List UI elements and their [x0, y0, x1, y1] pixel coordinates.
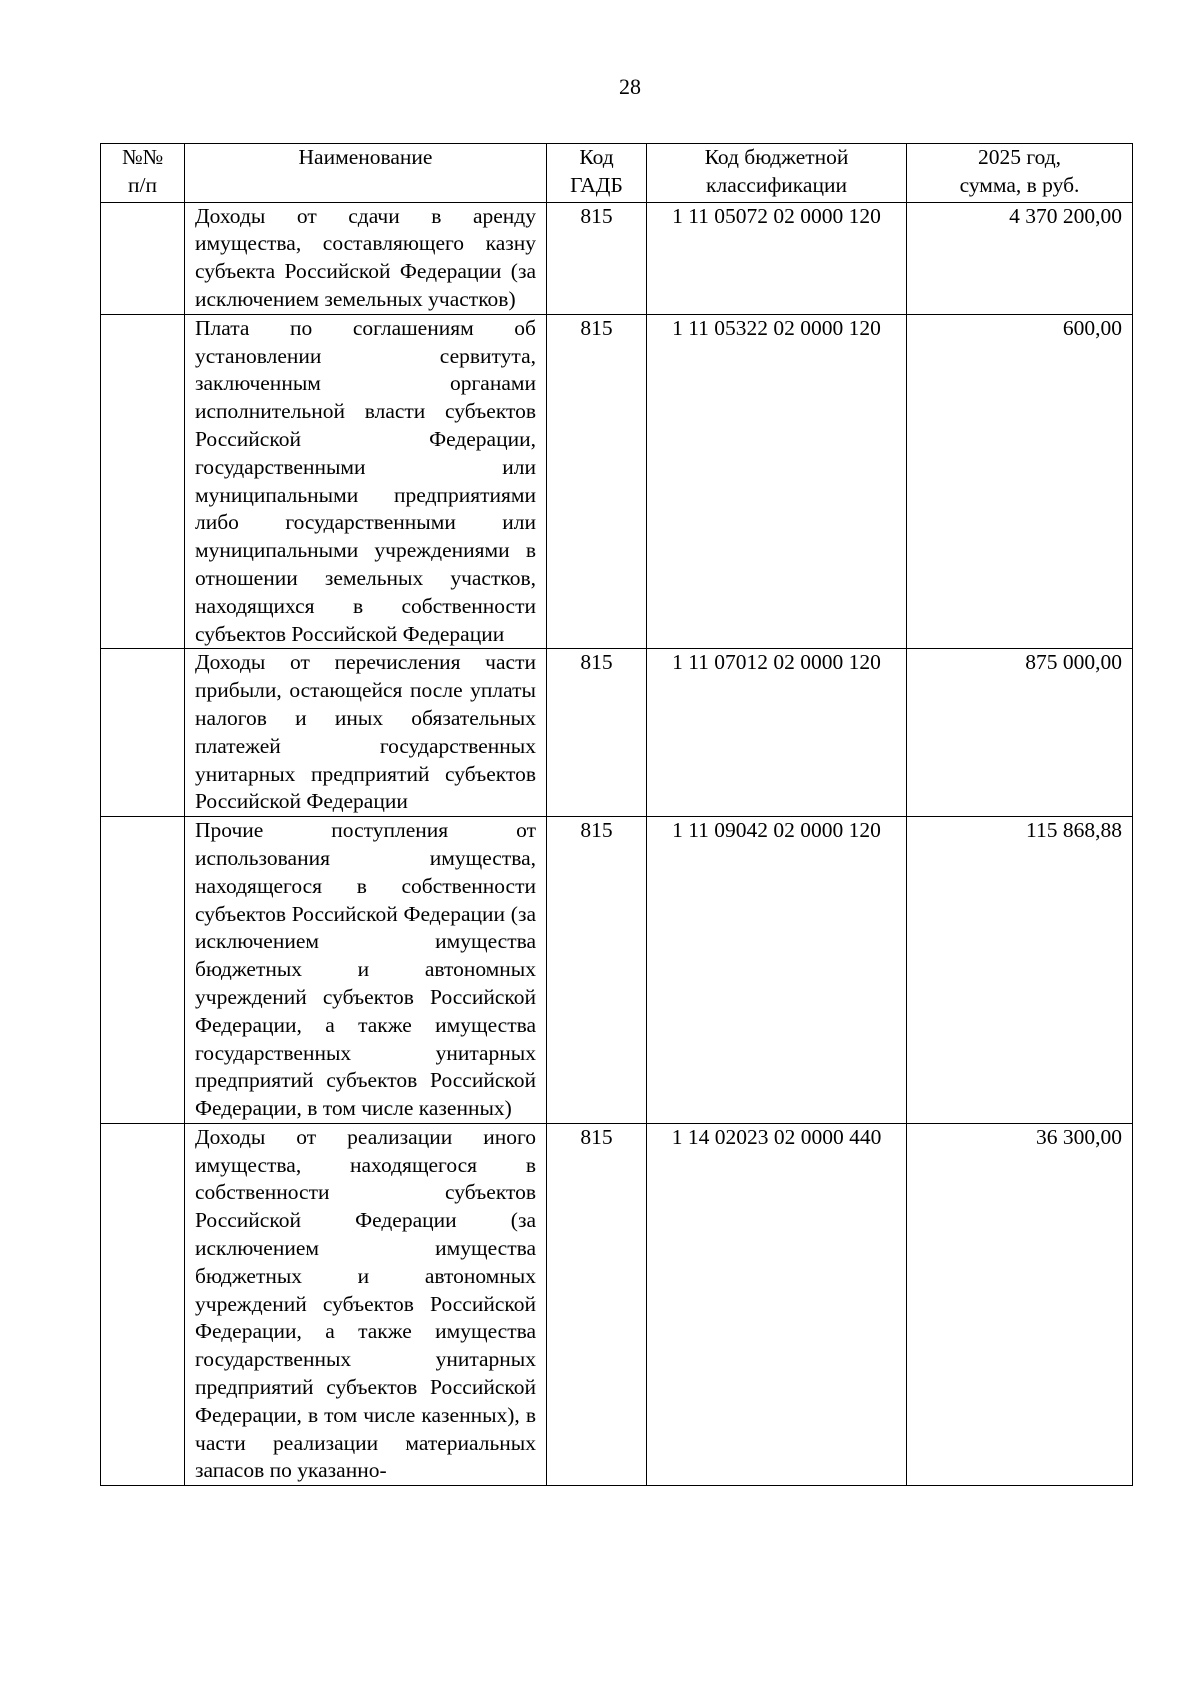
- cell-sum: 4 370 200,00: [907, 202, 1133, 314]
- cell-num: [101, 817, 185, 1124]
- cell-name: Плата по соглашениям об установлении сервитута, заключенным органами исполнительной власти субъектов Российской Федерации, государственными или муниципальными предприятиями либо государственными или муниципальными учреждениями в отношении земельных участков, находящихся в собственности субъектов Российской Федерации: [185, 314, 547, 649]
- table-row: [101, 314, 1133, 649]
- header-kbk-line-2: классификации: [706, 172, 847, 197]
- cell-sum: 600,00: [907, 314, 1133, 649]
- header-name: [185, 144, 547, 203]
- header-gadb-line-1: Код: [579, 145, 614, 169]
- cell-gadb: 815: [547, 817, 647, 1124]
- header-kbk-line-1: Код бюджетной: [704, 145, 849, 169]
- header-num-line-1: №№: [121, 145, 164, 169]
- cell-name: Доходы от сдачи в аренду имущества, составляющего казну субъекта Российской Федерации (за исключением земельных участков): [185, 202, 547, 314]
- cell-kbk: 1 11 07012 02 0000 120: [647, 649, 907, 817]
- header-sum: [907, 144, 1133, 203]
- cell-name: Прочие поступления от использования имущества, находящегося в собственности субъектов Российской Федерации (за исключением имущества бюджетных и автономных учреждений субъектов Российской Федерации, а также имущества государственных унитарных предприятий субъектов Российской Федерации, в том числе казенных): [185, 817, 547, 1124]
- budget-revenue-table: [100, 143, 1133, 1486]
- table-row: [101, 202, 1133, 314]
- header-num: [101, 144, 185, 203]
- cell-gadb: 815: [547, 202, 647, 314]
- header-num-line-2: п/п: [128, 172, 157, 197]
- cell-kbk: 1 11 09042 02 0000 120: [647, 817, 907, 1124]
- cell-name: Доходы от перечисления части прибыли, остающейся после уплаты налогов и иных обязательных платежей государственных унитарных предприятий субъектов Российской Федерации: [185, 649, 547, 817]
- cell-sum: 875 000,00: [907, 649, 1133, 817]
- header-sum-line-2: сумма, в руб.: [959, 172, 1080, 197]
- cell-num: [101, 202, 185, 314]
- page-number: 28: [619, 74, 641, 99]
- cell-num: [101, 649, 185, 817]
- header-kbk: [647, 144, 907, 203]
- cell-sum: 115 868,88: [907, 817, 1133, 1124]
- header-gadb: [547, 144, 647, 203]
- table-row: [101, 1123, 1133, 1485]
- cell-gadb: 815: [547, 649, 647, 817]
- header-name-line-1: Наименование: [298, 145, 433, 169]
- table-row: [101, 817, 1133, 1124]
- cell-name: Доходы от реализации иного имущества, находящегося в собственности субъектов Российской Федерации (за исключением имущества бюджетных и автономных учреждений субъектов Российской Федерации, а также имущества государственных унитарных предприятий субъектов Российской Федерации, в том числе казенных), в части реализации материальных запасов по указанно-: [185, 1123, 547, 1485]
- cell-gadb: 815: [547, 314, 647, 649]
- table-row: [101, 649, 1133, 817]
- header-sum-line-1: 2025 год,: [977, 145, 1062, 169]
- table-header-row: [101, 144, 1133, 203]
- header-gadb-line-2: ГАДБ: [570, 172, 623, 197]
- cell-kbk: 1 11 05072 02 0000 120: [647, 202, 907, 314]
- cell-kbk: 1 11 05322 02 0000 120: [647, 314, 907, 649]
- cell-kbk: 1 14 02023 02 0000 440: [647, 1123, 907, 1485]
- cell-gadb: 815: [547, 1123, 647, 1485]
- cell-num: [101, 314, 185, 649]
- cell-num: [101, 1123, 185, 1485]
- cell-sum: 36 300,00: [907, 1123, 1133, 1485]
